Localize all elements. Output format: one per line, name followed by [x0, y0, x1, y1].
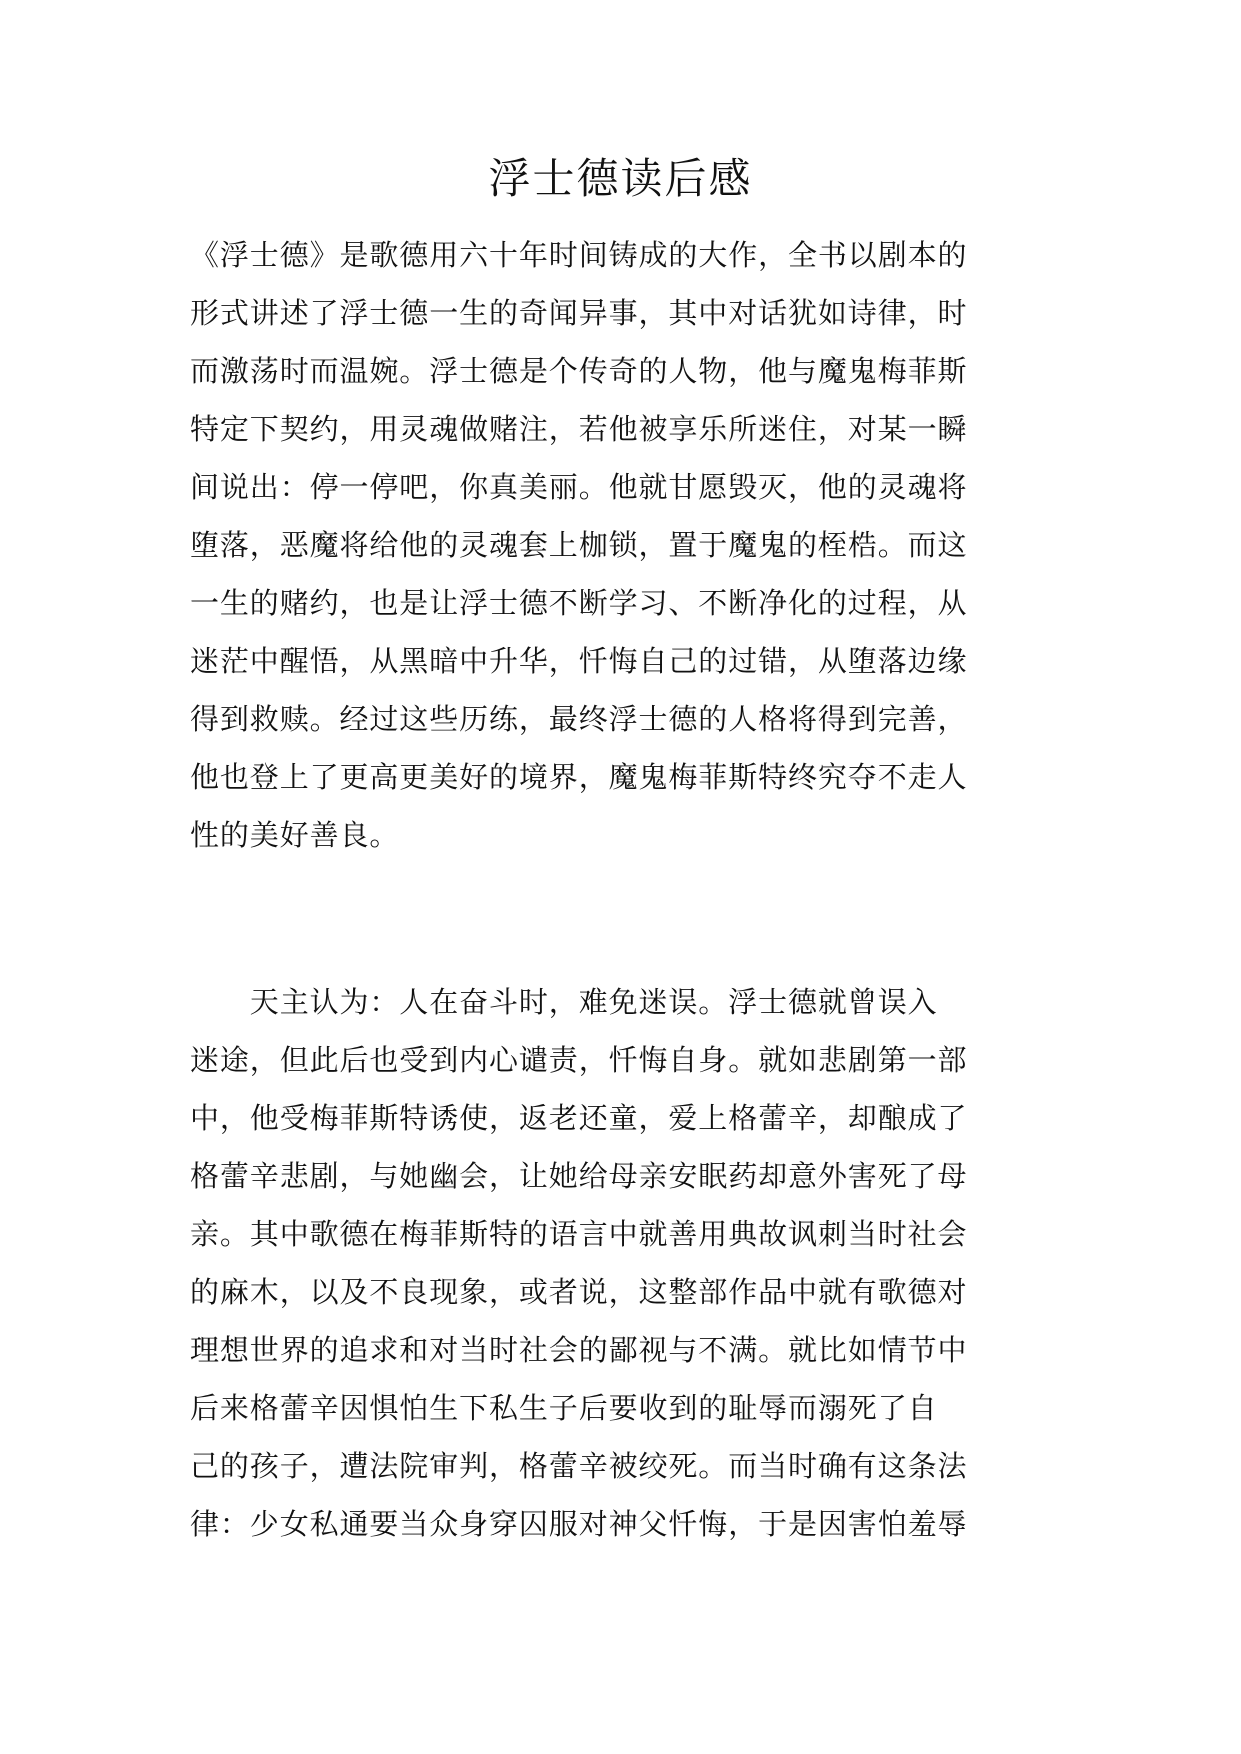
text-line: 天主认为：人在奋斗时，难免迷误。浮士德就曾误入	[190, 985, 938, 1019]
text-line: 得到救赎。经过这些历练，最终浮士德的人格将得到完善，	[190, 702, 968, 736]
text-line: 亲。其中歌德在梅菲斯特的语言中就善用典故讽刺当时社会	[190, 1217, 968, 1251]
text-line: 后来格蕾辛因惧怕生下私生子后要收到的耻辱而溺死了自	[190, 1391, 938, 1425]
text-line: 格蕾辛悲剧，与她幽会，让她给母亲安眠药却意外害死了母	[190, 1159, 968, 1193]
document-title: 浮士德读后感	[488, 154, 753, 203]
text-line: 间说出：停一停吧，你真美丽。他就甘愿毁灭，他的灵魂将	[190, 470, 968, 504]
text-line: 中，他受梅菲斯特诱使，返老还童，爱上格蕾辛，却酿成了	[190, 1101, 968, 1135]
text-line: 理想世界的追求和对当时社会的鄙视与不满。就比如情节中	[190, 1333, 968, 1367]
text-line: 形式讲述了浮士德一生的奇闻异事，其中对话犹如诗律，时	[190, 296, 968, 330]
text-line: 的麻木，以及不良现象，或者说，这整部作品中就有歌德对	[190, 1275, 968, 1309]
text-line: 《浮士德》是歌德用六十年时间铸成的大作，全书以剧本的	[190, 238, 968, 272]
text-line: 迷途，但此后也受到内心谴责，忏悔自身。就如悲剧第一部	[190, 1043, 968, 1077]
text-line: 一生的赌约，也是让浮士德不断学习、不断净化的过程，从	[190, 586, 968, 620]
text-line: 律：少女私通要当众身穿囚服对神父忏悔，于是因害怕羞辱	[190, 1507, 968, 1541]
text-line: 特定下契约，用灵魂做赌注，若他被享乐所迷住，对某一瞬	[190, 412, 968, 446]
text-line: 他也登上了更高更美好的境界，魔鬼梅菲斯特终究夺不走人	[190, 760, 968, 794]
text-line: 堕落，恶魔将给他的灵魂套上枷锁，置于魔鬼的桎梏。而这	[190, 528, 968, 562]
text-line: 迷茫中醒悟，从黑暗中升华，忏悔自己的过错，从堕落边缘	[190, 644, 968, 678]
text-line: 己的孩子，遭法院审判，格蕾辛被绞死。而当时确有这条法	[190, 1449, 968, 1483]
text-line: 而激荡时而温婉。浮士德是个传奇的人物，他与魔鬼梅菲斯	[190, 354, 968, 388]
text-line: 性的美好善良。	[190, 818, 400, 852]
paragraph-2	[190, 973, 1058, 1553]
paragraph-1	[190, 226, 1058, 864]
